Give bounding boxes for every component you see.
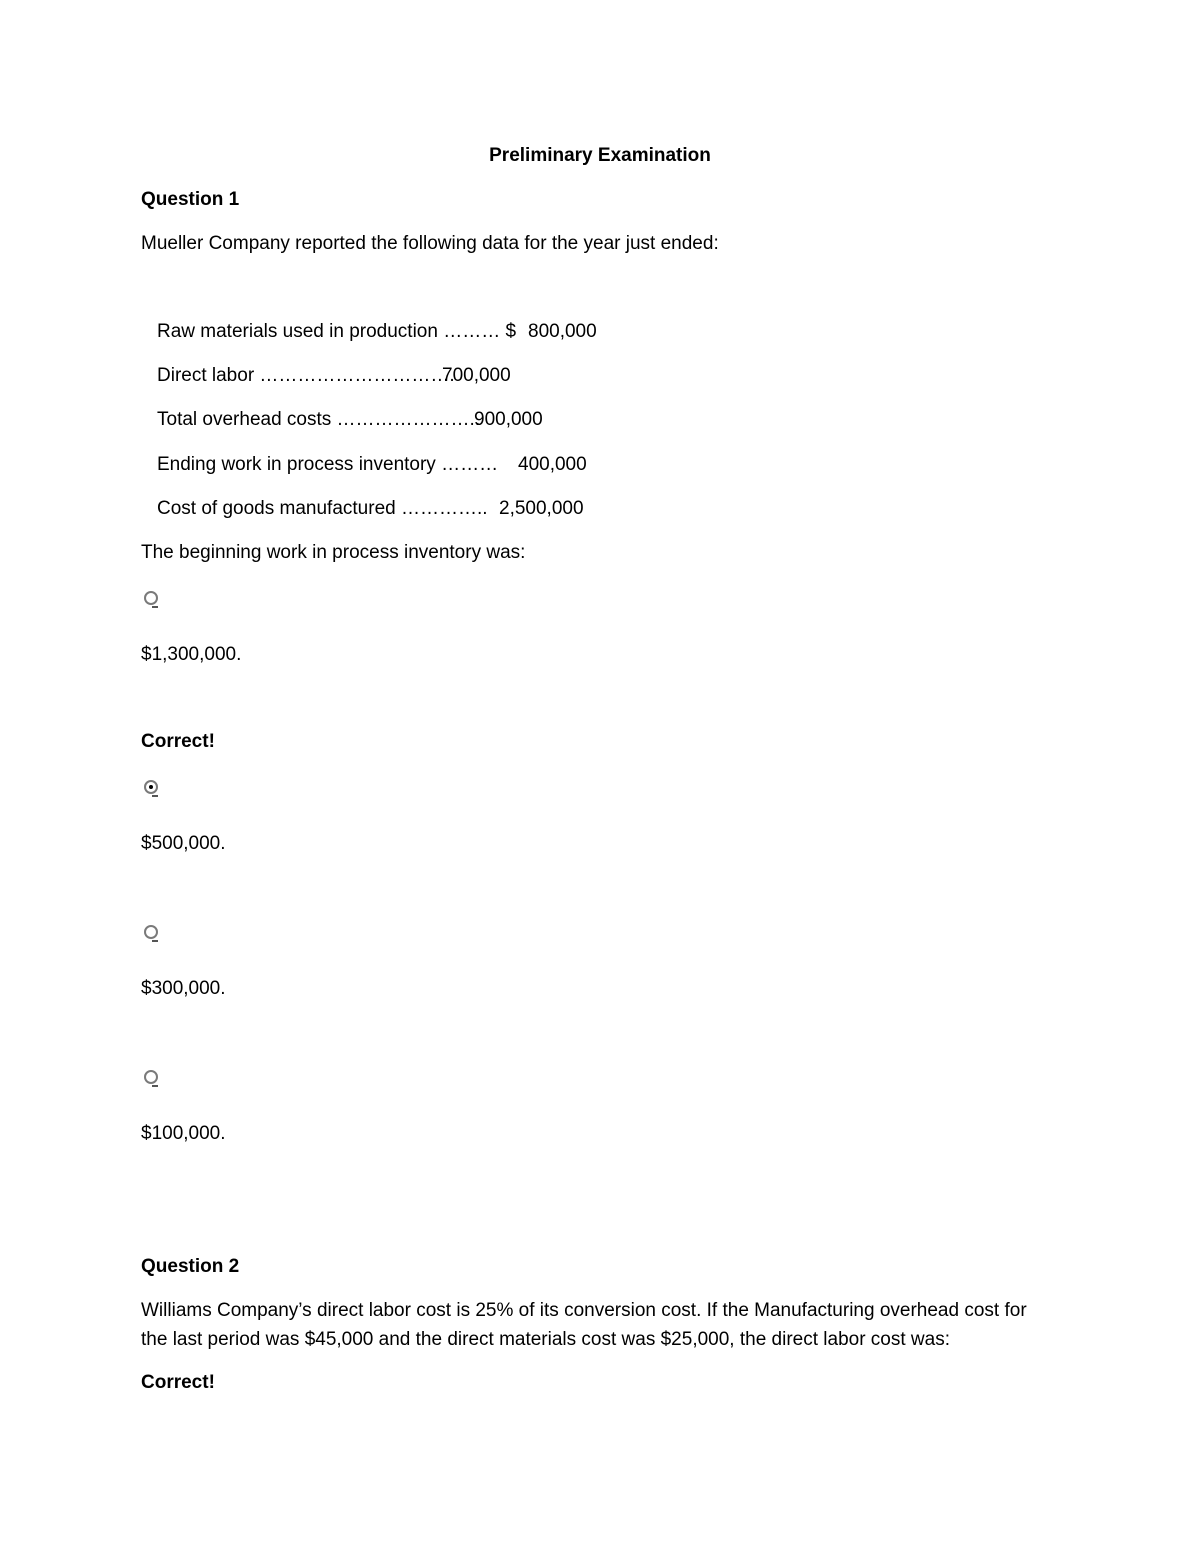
cost-label-cogm: Cost of goods manufactured ………….. <box>157 498 488 519</box>
page-title: Preliminary Examination <box>489 145 711 166</box>
question-1-prompt: The beginning work in process inventory was: <box>141 542 526 563</box>
question-2-text: Williams Company’s direct labor cost is 25% of its conversion cost. If the Manufacturing overhead cost for the last period was $45,000 and the direct materials cost was $25,000, the direct labor cost was: <box>141 1300 1027 1350</box>
radio-base-mark <box>152 1085 158 1087</box>
radio-base-mark <box>152 606 158 608</box>
option-c-text: $300,000. <box>141 978 226 999</box>
cost-amount-cogm: 2,500,000 <box>499 498 584 519</box>
radio-base-mark <box>152 940 158 942</box>
option-c-radio[interactable] <box>144 925 158 939</box>
question-1-intro: Mueller Company reported the following data for the year just ended: <box>141 233 719 254</box>
cost-label-ending-wip: Ending work in process inventory ……… <box>157 454 499 475</box>
cost-amount-ending-wip: 400,000 <box>518 454 587 475</box>
cost-label-total-overhead: Total overhead costs ………………….. <box>157 409 481 430</box>
radio-base-mark <box>152 795 158 797</box>
cost-label-raw-materials: Raw materials used in production ……… $ <box>157 321 517 342</box>
cost-label-direct-labor: Direct labor …………………………. <box>157 365 455 386</box>
question-2-feedback: Correct! <box>141 1372 215 1393</box>
cost-amount-direct-labor: 700,000 <box>442 365 511 386</box>
question-1-feedback: Correct! <box>141 731 215 752</box>
option-a-radio[interactable] <box>144 591 158 605</box>
option-d-text: $100,000. <box>141 1123 226 1144</box>
option-b-radio[interactable] <box>144 780 158 794</box>
option-a-text: $1,300,000. <box>141 644 242 665</box>
cost-amount-raw-materials: 800,000 <box>528 321 597 342</box>
question-2-heading: Question 2 <box>141 1256 240 1277</box>
cost-amount-total-overhead: 900,000 <box>474 409 543 430</box>
option-d-radio[interactable] <box>144 1070 158 1084</box>
option-b-text: $500,000. <box>141 833 226 854</box>
question-1-heading: Question 1 <box>141 189 240 210</box>
